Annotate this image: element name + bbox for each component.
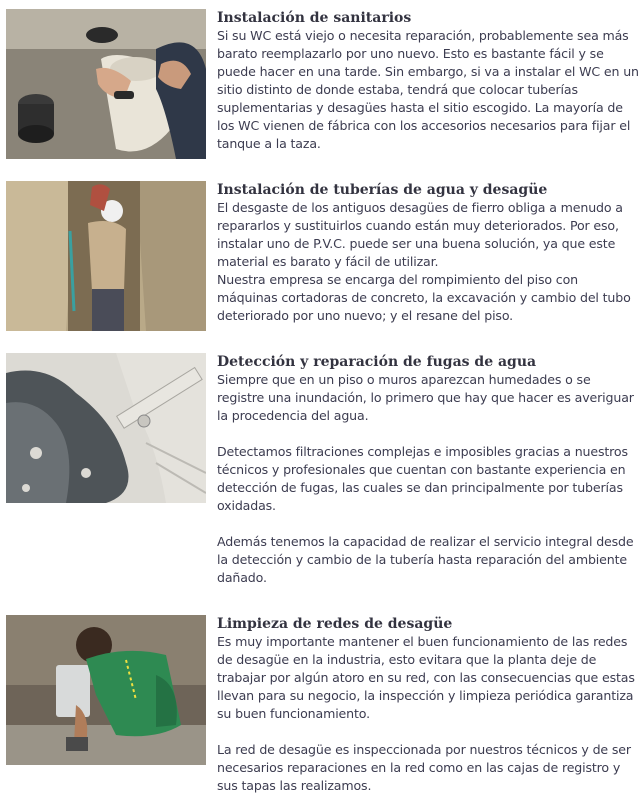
service-text <box>217 615 640 795</box>
trench-pipe-photo <box>6 181 206 331</box>
service-text <box>217 353 640 587</box>
service-description: Siempre que en un piso o muros aparezcan humedades o se registre una inundación, lo primero que hay que hacer es averiguar la procedencia del agua. <box>217 372 634 423</box>
drain-cleaning-photo <box>6 615 206 765</box>
service-title: Instalación de sanitarios <box>217 10 412 26</box>
service-description: Detectamos filtraciones complejas e imposibles gracias a nuestros técnicos y profesionales que cuentan con bastante experiencia en detección de fugas, las cuales se dan principalmente por tuberías oxidadas. <box>217 444 628 513</box>
service-title: Instalación de tuberías de agua y desagüe <box>217 182 548 198</box>
service-description: Si su WC está viejo o necesita reparación, probablemente sea más barato reemplazarlo por uno nuevo. Esto es bastante fácil y se puede hacer en una tarde. Sin embargo, si va a instalar el WC en un sitio distinto de donde estaba, tendrá que colocar tuberías suplementarias y desagües hasta el sitio escogido. La mayoría de los WC vienen de fábrica con los accesorios necesarios para fijar el tanque a la taza. <box>217 28 639 151</box>
service-title: Detección y reparación de fugas de agua <box>217 354 537 370</box>
service-description: Es muy importante mantener el buen funcionamiento de las redes de desagüe en la industria, esto evitara que la planta deje de trabajar por algún atoro en su red, con las consecuencias que estas llevan para su negocio, la inspección y limpieza periódica garantiza su buen funcionamiento. <box>217 634 635 721</box>
service-description: Nuestra empresa se encarga del rompimiento del piso con máquinas cortadoras de concreto, la excavación y cambio del tubo deteriorado por uno nuevo; y el resane del piso. <box>217 272 631 323</box>
service-title: Limpieza de redes de desagüe <box>217 616 453 632</box>
leak-wall-photo <box>6 353 206 503</box>
service-text <box>217 9 640 153</box>
service-description: El desgaste de los antiguos desagües de fierro obliga a menudo a repararlos y sustituirlos cuando están muy deteriorados. Por eso, instalar uno de P.V.C. puede ser una buena solución, ya que este material es barato y fácil de utilizar. <box>217 200 623 269</box>
service-text <box>217 181 640 325</box>
toilet-installation-photo <box>6 9 206 159</box>
service-description: La red de desagüe es inspeccionada por nuestros técnicos y de ser necesarios reparaciones en la red como en las cajas de registro y sus tapas las realizamos. <box>217 742 631 793</box>
service-description: Además tenemos la capacidad de realizar el servicio integral desde la detección y cambio de la tubería hasta reparación del ambiente dañado. <box>217 534 634 585</box>
